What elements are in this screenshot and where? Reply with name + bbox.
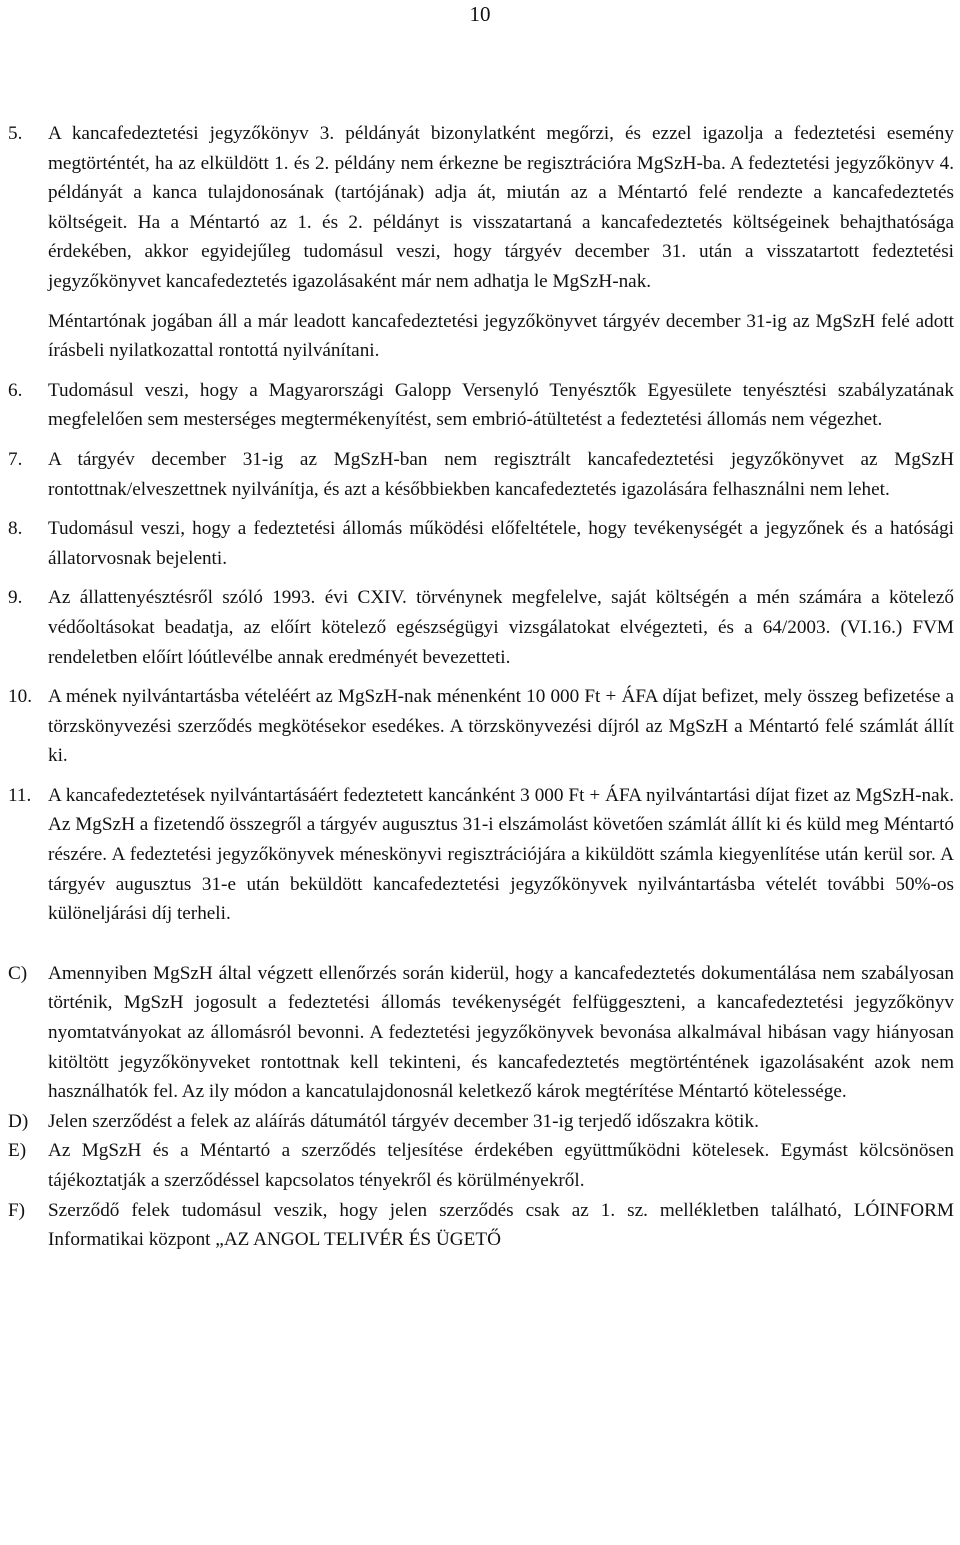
section-letter: F) <box>8 1199 26 1221</box>
item-number: 6. <box>8 379 23 401</box>
item-number: 10. <box>8 686 32 708</box>
section-text: Amennyiben MgSzH által végzett ellenőrzés során kiderül, hogy a kancafedeztetés dokumentálása nem szabályosan történik, MgSzH jogosult a fedeztetési állomás tevékenységét felfüggeszteni, a kancafedeztetési jegyzőkönyv nyomtatványokat az állomásról bevonni. A fedeztetési jegyzőkönyvek bevonása alkalmával hibásan vagy hiányosan kitöltött jegyzőkönyveket rontottnak kell tekinteni, és kancafedeztetés megtörténtének igazolásaként azok nem használhatók fel. Az ily módon a kancatulajdonosnál keletkező károk megtérítése Méntartó kötelessége. <box>48 962 954 1103</box>
item-text: Tudomásul veszi, hogy a Magyarországi Galopp Versenyló Tenyésztők Egyesülete tenyésztési szabályzatának megfelelően sem mesterséges megtermékenyítést, sem embrió-átültetést a fedeztetési állomás nem végezhet. <box>48 379 954 431</box>
paragraph-5-continuation: Méntartónak jogában áll a már leadott kancafedeztetési jegyzőkönyvet tárgyév december 31-ig az MgSzH felé adott írásbeli nyilatkozattal rontottá nyilvánítani. <box>48 310 954 362</box>
item-number: 11. <box>8 784 32 806</box>
paragraph-6 <box>8 376 954 435</box>
item-number: 7. <box>8 448 23 470</box>
item-number: 8. <box>8 518 23 540</box>
item-text: A mének nyilvántartásba vételéért az MgSzH-nak ménenként 10 000 Ft + ÁFA díjat befizet, mely összeg befizetése a törzskönyvezési szerződés megkötésekor esedékes. A törzskönyvezési díjról az MgSzH a Méntartó felé számlát állít ki. <box>48 686 954 767</box>
item-text: A tárgyév december 31-ig az MgSzH-ban nem regisztrált kancafedeztetési jegyzőkönyvet az MgSzH rontottnak/elveszettnek nyilvánítja, és azt a későbbiekben kancafedeztetés igazolására felhasználni nem lehet. <box>48 448 954 500</box>
paragraph-7 <box>8 445 954 504</box>
item-text: Az állattenyésztésről szóló 1993. évi CXIV. törvénynek megfelelve, saját költségén a mén számára a kötelező védőoltásokat beadatja, az előírt kötelező egészségügyi vizsgálatokat elvégezteti, és a 64/2003. (VI.16.) FVM rendeletben előírt lóútlevélbe annak eredményét bevezetteti. <box>48 587 954 668</box>
paragraph-10 <box>8 682 954 771</box>
section-e <box>8 1136 954 1195</box>
section-letter: E) <box>8 1140 27 1162</box>
item-text: A kancafedeztetési jegyzőkönyv 3. példányát bizonylatként megőrzi, és ezzel igazolja a fedeztetési esemény megtörténtét, ha az elküldött 1. és 2. példány nem érkezne be regisztrációra MgSzH-ba. A fedeztetési jegyzőkönyv 4. példányát a kanca tulajdonosának (tartójának) adja át, miután az a Méntartó felé rendezte a kancafedeztetés költségeit. Ha a Méntartó az 1. és 2. példányt is visszatartaná a kancafedeztetés költségeinek behajthatósága érdekében, akkor egyidejűleg tudomásul veszi, hogy tárgyév december 31. után a visszatartott fedeztetési jegyzőkönyvet kancafedeztetés igazolásaként már nem adhatja le MgSzH-nak. <box>48 123 954 292</box>
section-text: Szerződő felek tudomásul veszik, hogy jelen szerződés csak az 1. sz. mellékletben található, LÓINFORM Informatikai központ „AZ ANGOL TELIVÉR ÉS ÜGETŐ <box>48 1199 954 1251</box>
item-text: A kancafedeztetések nyilvántartásáért fedeztetett kancánként 3 000 Ft + ÁFA nyilvántartási díjat fizet az MgSzH-nak. Az MgSzH a fizetendő összegről a tárgyév augusztus 31-i elszámolást követően számlát állít ki és küld meg Méntartó részére. A fedeztetési jegyzőkönyvek méneskönyvi regisztrációjára a kiküldött számla kiegyenlítése után kerül sor. A tárgyév augusztus 31-e után beküldött kancafedeztetési jegyzőkönyvek nyilvántartásba vételét további 50%-os különeljárási díj terheli. <box>48 784 954 925</box>
paragraph-11 <box>8 781 954 929</box>
section-letter: D) <box>8 1110 29 1132</box>
item-number: 5. <box>8 123 23 144</box>
paragraph-9 <box>8 583 954 672</box>
paragraph-5 <box>8 119 954 297</box>
section-d <box>8 1107 954 1137</box>
item-text: Tudomásul veszi, hogy a fedeztetési állomás működési előfeltétele, hogy tevékenységét a jegyzőnek és a hatósági állatorvosnak bejelenti. <box>48 518 954 569</box>
section-letter: C) <box>8 962 28 984</box>
paragraph-8 <box>8 514 954 573</box>
section-c <box>8 959 954 1107</box>
item-number: 9. <box>8 587 23 609</box>
section-text: Jelen szerződést a felek az aláírás dátumától tárgyév december 31-ig terjedő időszakra kötik. <box>48 1110 759 1132</box>
document-body <box>8 119 954 1255</box>
page-number: 10 <box>469 2 491 26</box>
section-text: Az MgSzH és a Méntartó a szerződés teljesítése érdekében együttműködni kötelesek. Egymást kölcsönösen tájékoztatják a szerződéssel kapcsolatos tényekről és körülményekről. <box>48 1140 954 1191</box>
section-f <box>8 1196 954 1255</box>
